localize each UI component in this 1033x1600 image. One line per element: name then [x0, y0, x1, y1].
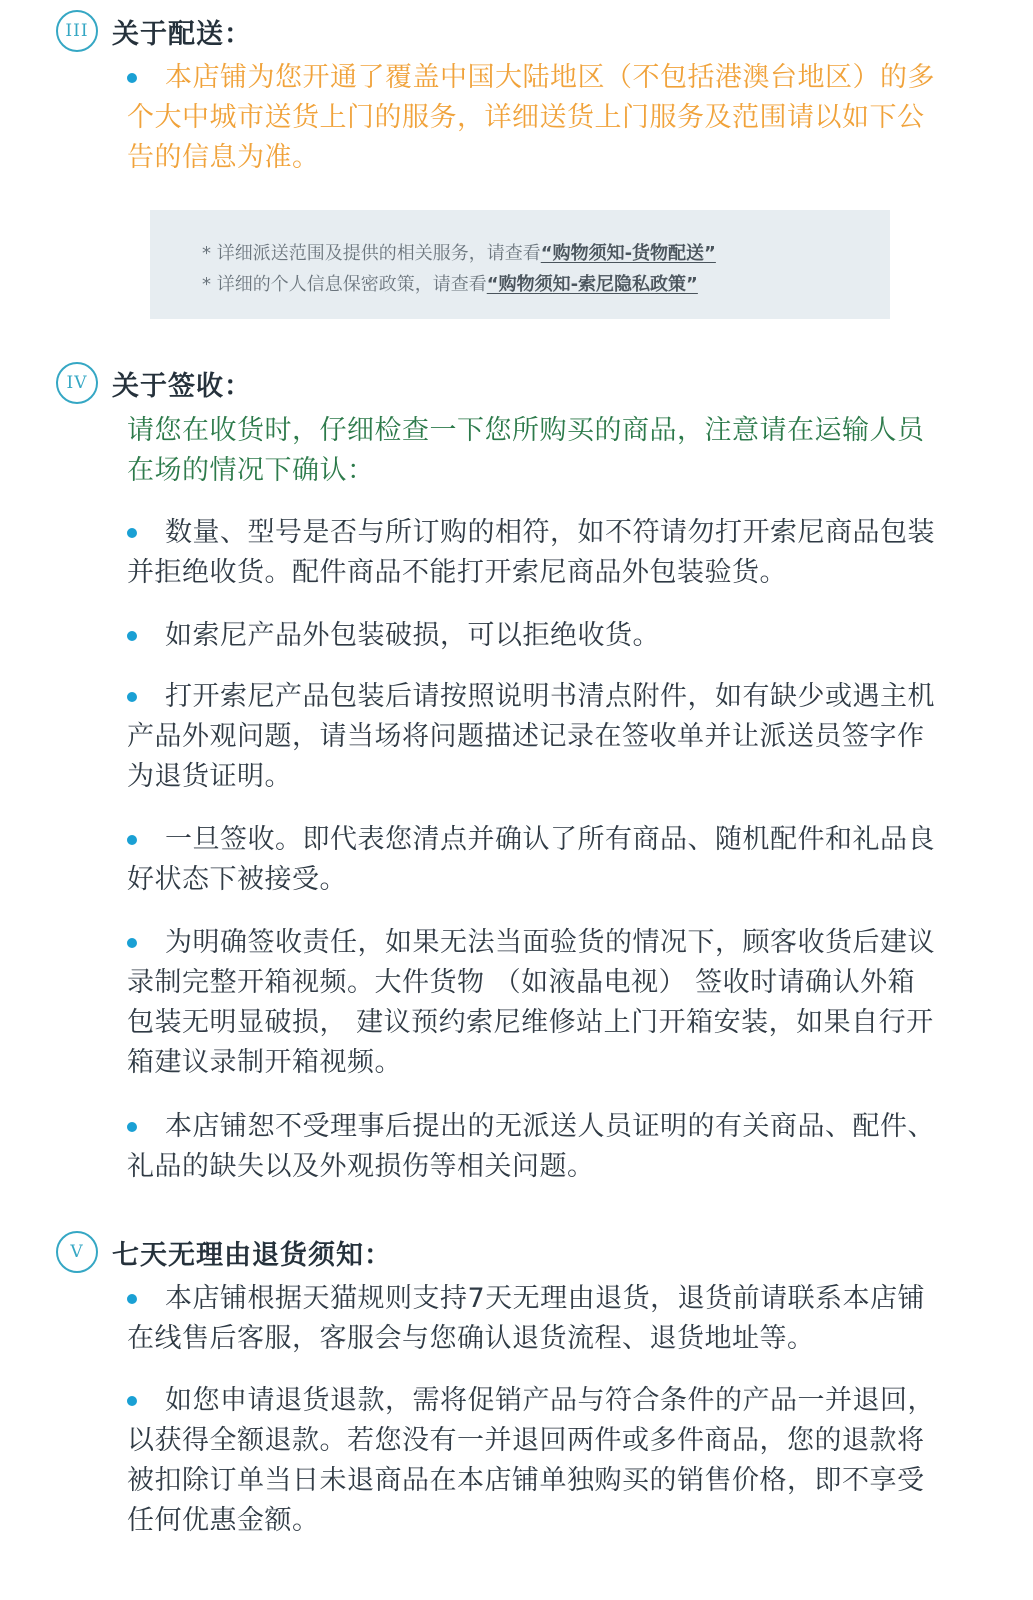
roman-numeral-badge: III — [56, 10, 98, 52]
notice-line — [202, 269, 890, 300]
section-header-delivery — [56, 10, 252, 52]
list-item-text: 为明确签收责任，如果无法当面验货的情况下，顾客收货后建议录制完整开箱视频。大件货物 （如液晶电视） 签收时请确认外箱包装无明显破损， 建议预约索尼维修站上门开箱安装，如果自行开箱建议录制开箱视频。 — [127, 927, 935, 1078]
bullet-dot-icon — [127, 1396, 137, 1406]
list-item-text: 本店铺恕不受理事后提出的无派送人员证明的有关商品、配件、礼品的缺失以及外观损伤等相关问题。 — [127, 1111, 935, 1182]
returns-item-2 — [127, 1381, 939, 1541]
notice-text: * 详细的个人信息保密政策，请查看 — [202, 274, 487, 295]
section-title: 关于配送： — [112, 18, 252, 50]
section-header-returns — [56, 1231, 392, 1273]
list-item-text: 一旦签收。即代表您清点并确认了所有商品、随机配件和礼品良好状态下被接受。 — [127, 824, 935, 895]
list-item — [127, 1279, 939, 1359]
notice-text: * 详细派送范围及提供的相关服务，请查看 — [202, 243, 541, 264]
privacy-policy-link[interactable]: “购物须知-索尼隐私政策” — [486, 274, 698, 295]
list-item-text: 本店铺根据天猫规则支持7天无理由退货，退货前请联系本店铺在线售后客服，客服会与您确认退货流程、退货地址等。 — [127, 1283, 926, 1354]
shipping-policy-link[interactable]: “购物须知-货物配送” — [540, 243, 716, 264]
bullet-dot-icon — [127, 692, 137, 702]
section-title: 七天无理由退货须知： — [112, 1239, 392, 1271]
receipt-item-1 — [127, 513, 939, 593]
list-item-text: 本店铺为您开通了覆盖中国大陆地区（不包括港澳台地区）的多个大中城市送货上门的服务，详细送货上门服务及范围请以如下公告的信息为准。 — [127, 62, 935, 173]
list-item — [127, 1381, 939, 1541]
receipt-item-4 — [127, 820, 939, 900]
receipt-intro: 请您在收货时，仔细检查一下您所购买的商品，注意请在运输人员在场的情况下确认： — [127, 415, 925, 486]
roman-numeral-badge: IV — [56, 362, 98, 404]
notice-box — [150, 210, 890, 319]
notice-line — [202, 238, 890, 269]
list-item — [127, 513, 939, 593]
list-item-text: 打开索尼产品包装后请按照说明书清点附件，如有缺少或遇主机产品外观问题，请当场将问题描述记录在签收单并让派送员签字作为退货证明。 — [127, 681, 935, 792]
bullet-dot-icon — [127, 631, 137, 641]
roman-numeral-badge: V — [56, 1231, 98, 1273]
list-item-text: 如您申请退货退款，需将促销产品与符合条件的产品一并退回，以获得全额退款。若您没有一并退回两件或多件商品，您的退款将被扣除订单当日未退商品在本店铺单独购买的销售价格，即不享受任何优惠金额。 — [127, 1385, 935, 1536]
bullet-dot-icon — [127, 1122, 137, 1132]
returns-item-1 — [127, 1279, 939, 1359]
bullet-dot-icon — [127, 528, 137, 538]
bullet-dot-icon — [127, 73, 137, 83]
section-title: 关于签收： — [112, 370, 252, 402]
list-item — [127, 820, 939, 900]
list-item-text: 数量、型号是否与所订购的相符，如不符请勿打开索尼商品包装并拒绝收货。配件商品不能打开索尼商品外包装验货。 — [127, 517, 935, 588]
list-item — [127, 1107, 939, 1187]
receipt-item-2 — [127, 616, 939, 656]
list-item-text: 如索尼产品外包装破损，可以拒绝收货。 — [165, 620, 660, 651]
list-item — [127, 58, 939, 178]
receipt-item-3 — [127, 677, 939, 797]
delivery-block — [127, 58, 939, 178]
section-header-receipt — [56, 362, 252, 404]
receipt-item-6 — [127, 1107, 939, 1187]
bullet-dot-icon — [127, 938, 137, 948]
list-item — [127, 616, 939, 656]
receipt-item-5 — [127, 923, 939, 1083]
bullet-dot-icon — [127, 835, 137, 845]
list-item — [127, 923, 939, 1083]
bullet-dot-icon — [127, 1294, 137, 1304]
list-item — [127, 677, 939, 797]
